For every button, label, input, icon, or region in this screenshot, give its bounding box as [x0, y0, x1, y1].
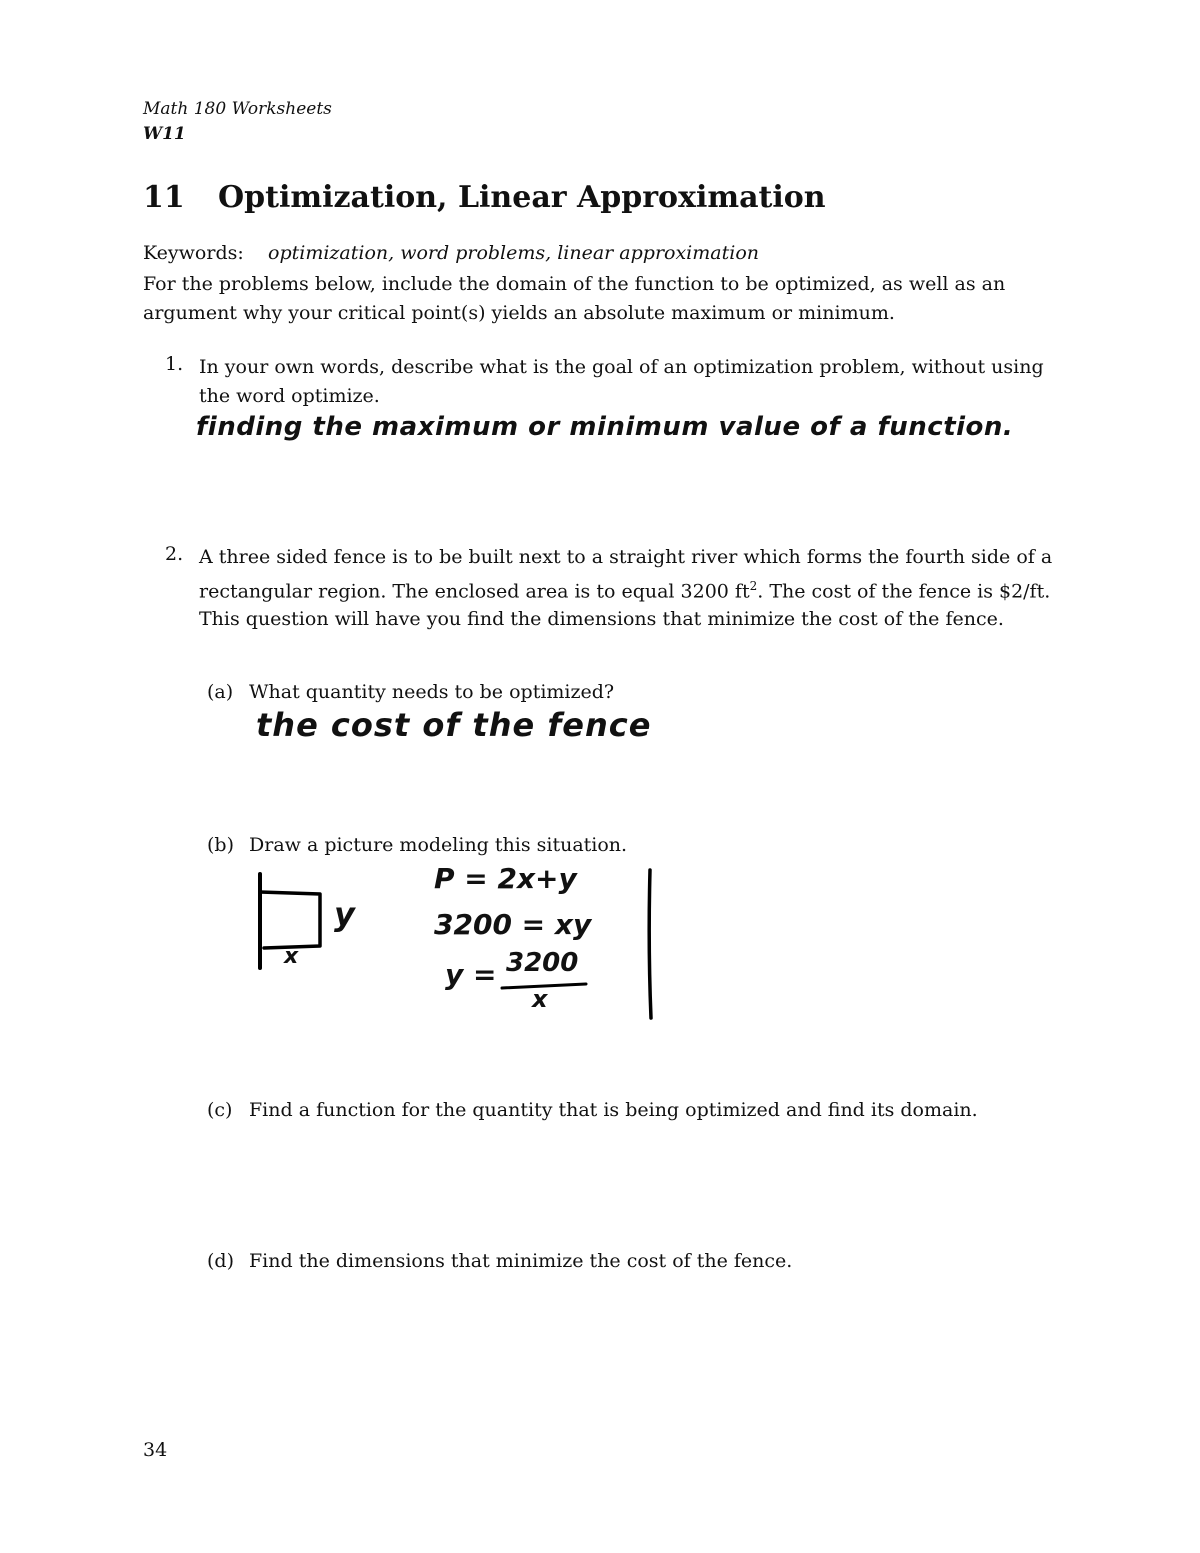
part-b-label: (b): [207, 834, 234, 856]
question-1-text: In your own words, describe what is the goal of an optimization problem, without using the word optimize.: [199, 356, 1044, 407]
sketch-bottom-label: x: [284, 944, 299, 969]
section-title: Optimization, Linear Approximation: [218, 180, 826, 215]
work-line-3-denominator: x: [532, 985, 548, 1013]
course-header: Math 180 Worksheets: [143, 99, 332, 119]
question-2-text-part2: . The cost of the fence is $2/ft. This question will have you find the dimensions that minimize the cost of the fence.: [199, 579, 1051, 631]
question-1-number: 1.: [165, 353, 184, 375]
question-2-number: 2.: [165, 543, 184, 565]
part-d-label: (d): [207, 1250, 234, 1272]
part-b-text: Draw a picture modeling this situation.: [249, 834, 628, 856]
pen-stroke-divider: [640, 866, 660, 1022]
question-2-text-part1: A three sided fence is to be built next to a straight river which forms the fourth side of a rectangular region. The enclosed area is to equal 3200 ft: [199, 546, 1053, 602]
page-number: 34: [143, 1439, 168, 1461]
question-1-handwritten-answer: finding the maximum or minimum value of a function.: [196, 412, 1014, 442]
work-line-2: 3200 = xy: [434, 908, 592, 941]
sketch-side-label: y: [334, 895, 355, 933]
question-2-superscript: 2: [749, 578, 758, 593]
keywords-label: Keywords:: [143, 242, 244, 264]
part-d-text: Find the dimensions that minimize the cost of the fence.: [249, 1250, 793, 1272]
question-2-text: [199, 543, 1065, 634]
part-a-handwritten-answer: the cost of the fence: [256, 706, 652, 744]
work-line-3-numerator: 3200: [506, 948, 579, 978]
part-a-text: What quantity needs to be optimized?: [249, 681, 615, 703]
part-c-label: (c): [207, 1099, 233, 1121]
worksheet-code: W11: [143, 124, 186, 144]
section-number: 11: [143, 180, 185, 215]
instructions: For the problems below, include the domain of the function to be optimized, as well as an argument why your critical point(s) yields an absolute maximum or minimum.: [143, 273, 1006, 324]
work-line-1: P = 2x+y: [434, 862, 577, 895]
fence-outline: [260, 892, 320, 948]
part-c-text: Find a function for the quantity that is being optimized and find its domain.: [249, 1099, 978, 1121]
part-a-label: (a): [207, 681, 234, 703]
work-line-3-left: y =: [445, 958, 497, 991]
keywords-values: optimization, word problems, linear approximation: [268, 242, 759, 264]
